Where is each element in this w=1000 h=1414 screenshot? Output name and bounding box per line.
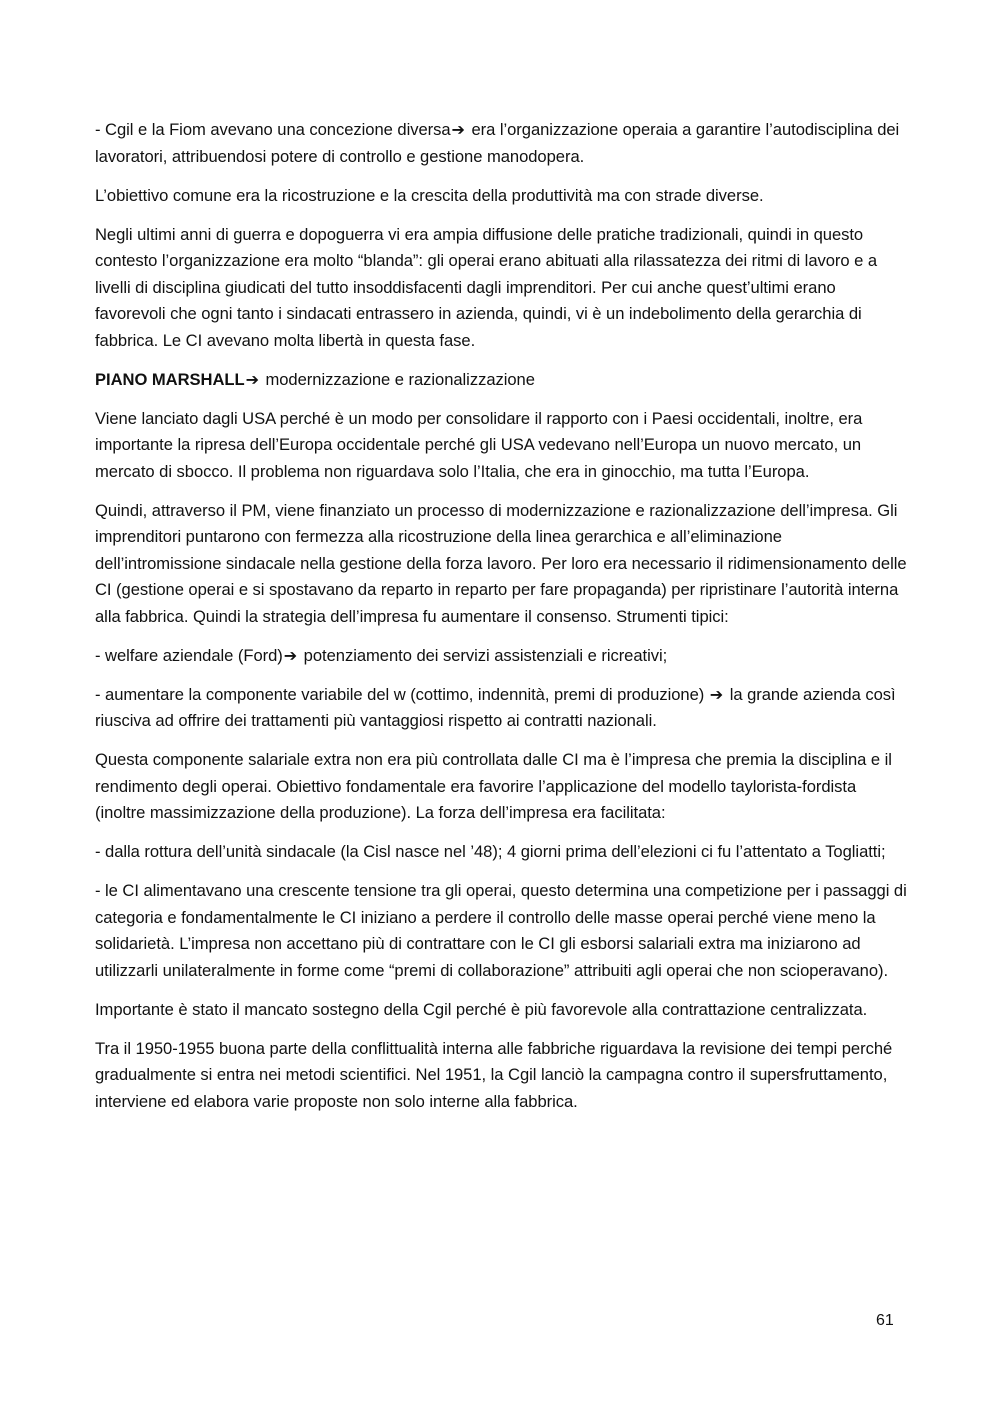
paragraph-text: era l’organizzazione operaia a garantire l’autodisciplina dei lavoratori, attribuendosi potere di controllo e gestione manodopera. — [95, 120, 900, 166]
list-item-tensione-operai: - le CI alimentavano una crescente tensione tra gli operai, questo determina una competizione per i passaggi di categoria e fondamentalmente le CI iniziano a perdere il controllo delle masse operai perché viene meno la solidarietà. L’impresa non accettano più di contrattare con le CI gli esborsi salariali extra ma iniziarono ad utilizzarli unilateralmente in forme come “premi di collaborazione” attribuiti agli operai che non scioperavano). — [95, 881, 907, 980]
list-item-text: - welfare aziendale (Ford) — [95, 645, 283, 665]
list-item-welfare — [95, 643, 910, 670]
document-page — [95, 117, 910, 1128]
section-heading-piano-marshall — [95, 367, 910, 394]
arrow-right-icon: ➔ — [245, 369, 259, 389]
paragraph-1950-1955: Tra il 1950-1955 buona parte della conflittualità interna alle fabbriche riguardava la revisione dei tempi perché gradualmente si entra nei metodi scientifici. Nel 1951, la Cgil lanciò la campagna contro il supersfruttamento, interviene ed elabora varie proposte non solo interne alla fabbrica. — [95, 1038, 893, 1111]
list-item-text: la grande azienda così riusciva ad offrire dei trattamenti più vantaggiosi rispetto ai contratti nazionali. — [95, 684, 896, 730]
arrow-right-icon: ➔ — [451, 120, 465, 139]
page-number: 61 — [876, 1312, 894, 1329]
arrow-right-icon: ➔ — [283, 645, 298, 665]
paragraph-guerra-dopoguerra: Negli ultimi anni di guerra e dopoguerra vi era ampia diffusione delle pratiche tradizionali, quindi in questo contesto l’organizzazione era molto “blanda”: gli operai erano abituati alla rilassatezza dei ritmi di lavoro e a livelli di disciplina giudicati del tutto insoddisfacenti dagli imprenditori. Per cui anche quest’ultimi erano favorevoli che ogni tanto i sindacati entrassero in azienda, quindi, vi è un indebolimento della gerarchia di fabbrica. Le CI avevano molta libertà in questa fase. — [95, 224, 878, 350]
paragraph-usa: Viene lanciato dagli USA perché è un modo per consolidare il rapporto con i Paesi occidentali, inoltre, era importante la ripresa dell’Europa occidentale perché gli USA vedevano nell’Europa un nuovo mercato, un mercato di sbocco. Il problema non riguardava solo l’Italia, che era in ginocchio, ma tutta l’Europa. — [95, 408, 863, 481]
arrow-right-icon: ➔ — [709, 684, 724, 704]
heading-text: PIANO MARSHALL — [95, 369, 245, 389]
paragraph-sostegno-cgil: Importante è stato il mancato sostegno della Cgil perché è più favorevole alla contrattazione centralizzata. — [95, 999, 868, 1019]
paragraph-obiettivo: L’obiettivo comune era la ricostruzione e la crescita della produttività ma con strade diverse. — [95, 185, 764, 205]
paragraph-text: - Cgil e la Fiom avevano una concezione diversa — [95, 120, 451, 139]
list-item-rottura-unita: - dalla rottura dell’unità sindacale (la Cisl nasce nel ’48); 4 giorni prima dell’elezioni ci fu l’attentato a Togliatti; — [95, 842, 886, 861]
list-item-componente-variabile — [95, 682, 910, 735]
paragraph-pm: Quindi, attraverso il PM, viene finanziato un processo di modernizzazione e razionalizzazione dell’impresa. Gli imprenditori puntarono con fermezza alla ricostruzione della linea gerarchica e all’eliminazione dell’intromissione sindacale nella gestione della forza lavoro. Per loro era necessario il ridimensionamento delle CI (gestione operai e si spostavano da reparto in reparto per fare propaganda) per ripristinare l’autorità interna alla fabbrica. Quindi la strategia dell’impresa fu aumentare il consenso. Strumenti tipici: — [95, 500, 907, 626]
paragraph-cgil-fiom — [95, 117, 910, 170]
list-item-text: potenziamento dei servizi assistenziali e ricreativi; — [299, 645, 668, 665]
paragraph-componente-salariale: Questa componente salariale extra non era più controllata dalle CI ma è l’impresa che premia la disciplina e il rendimento degli operai. Obiettivo fondamentale era favorire l’applicazione del modello taylorista-fordista (inoltre massimizzazione della produzione). La forza dell’impresa era facilitata: — [95, 750, 892, 822]
heading-subtitle: modernizzazione e razionalizzazione — [260, 369, 535, 389]
list-item-text: - aumentare la componente variabile del w (cottimo, indennità, premi di produzione) — [95, 684, 709, 704]
